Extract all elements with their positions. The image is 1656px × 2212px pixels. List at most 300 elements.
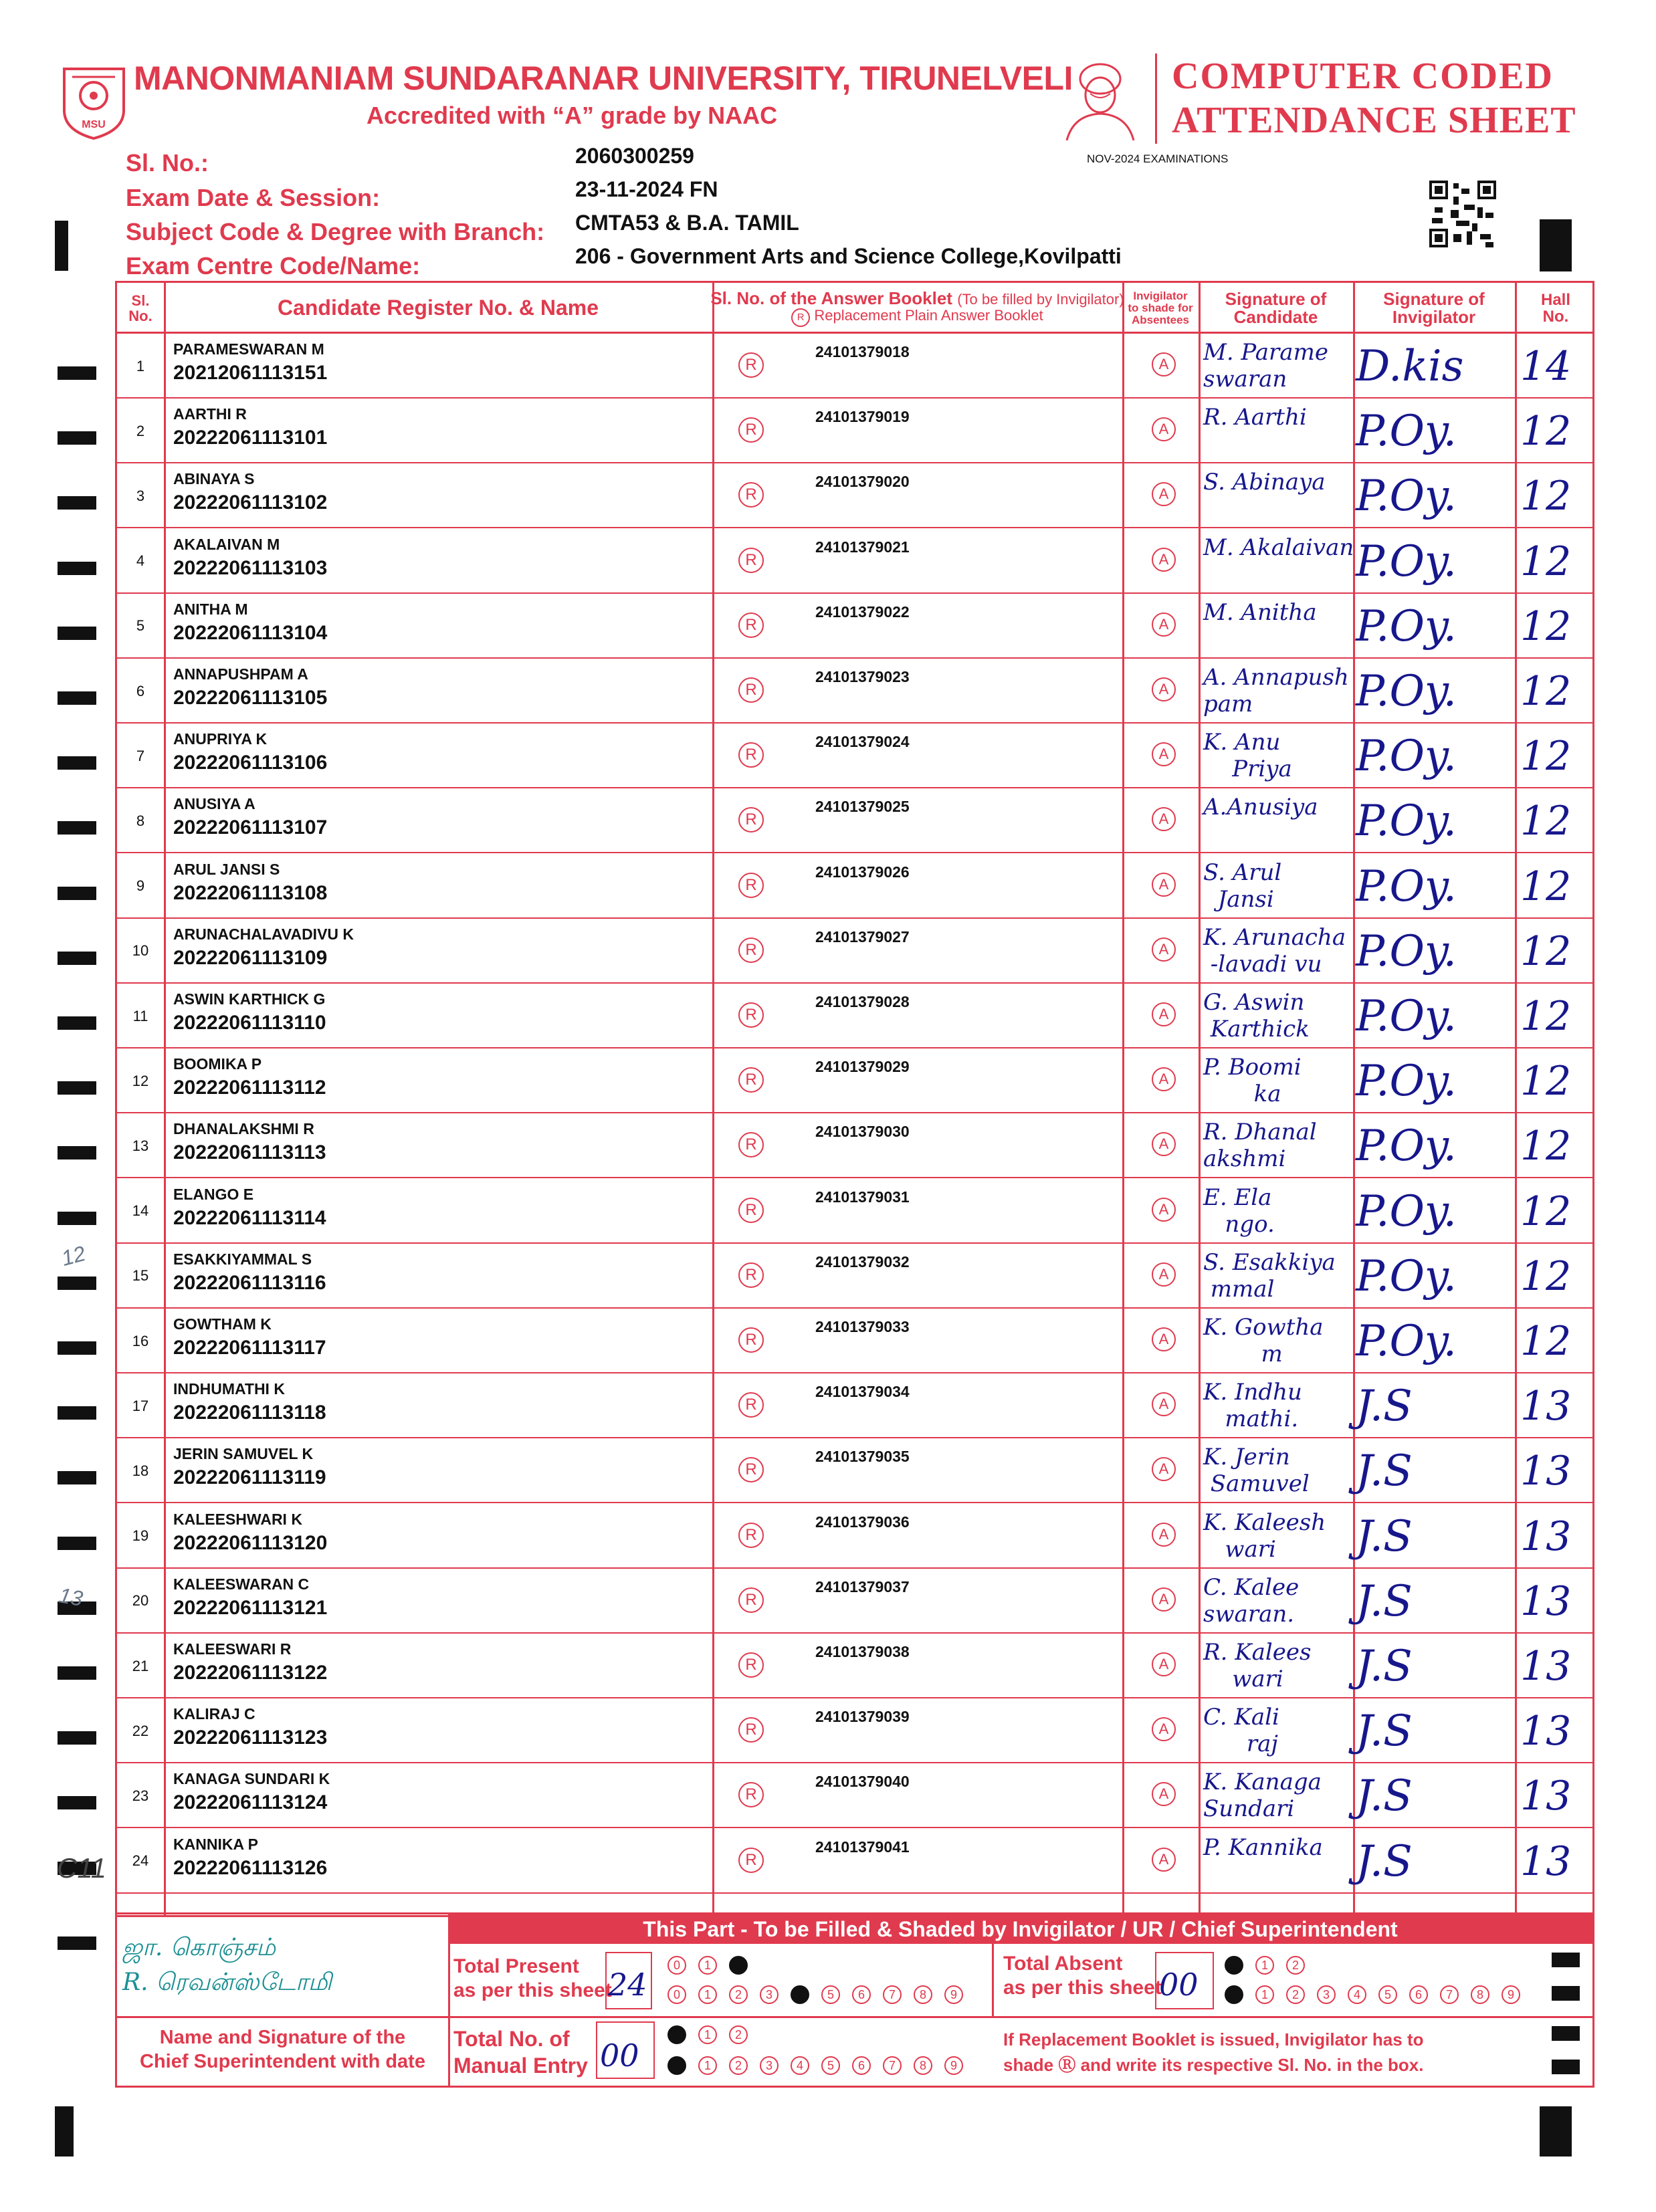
row-sl-no: 20: [132, 1592, 149, 1610]
replacement-bubble[interactable]: R: [738, 1262, 764, 1288]
digit-bubble[interactable]: 9: [1502, 1985, 1520, 2004]
candidate-name: DHANALAKSHMI R: [173, 1120, 314, 1138]
replacement-bubble[interactable]: R: [738, 548, 764, 573]
register-number: 20222061113103: [173, 556, 328, 579]
register-number: 20222061113118: [173, 1402, 326, 1424]
invigilator-signature: P.Oy.: [1356, 732, 1457, 782]
digit-bubble[interactable]: 4: [791, 1985, 809, 2004]
invigilator-section: [115, 1912, 1594, 2088]
sl-no-label: Sl. No.:: [126, 149, 209, 177]
accreditation: Accredited with “A” grade by NAAC: [367, 102, 778, 129]
table-row: [117, 724, 1592, 788]
booklet-number: 24101379018: [815, 343, 910, 360]
timing-mark: [58, 1471, 96, 1484]
header-booklet-main: Sl. No. of the Answer Booklet: [710, 288, 952, 308]
digit-bubble[interactable]: 2: [729, 2056, 748, 2075]
table-row: [117, 1244, 1592, 1309]
row-sl-no: 1: [136, 357, 145, 374]
candidate-signature: P. Boomi ka: [1203, 1054, 1302, 1108]
hall-number: 13: [1520, 1513, 1572, 1560]
booklet-number: 24101379022: [815, 602, 910, 621]
row-sl-no: 2: [136, 422, 145, 439]
candidate-name: KANNIKA P: [173, 1835, 258, 1853]
row-sl-no: 12: [132, 1072, 149, 1089]
digit-bubble[interactable]: 7: [1440, 1985, 1459, 2004]
digit-bubble[interactable]: 0: [667, 1985, 686, 2004]
hall-number: 12: [1520, 1188, 1572, 1235]
table-row: [117, 919, 1592, 984]
hall-number: 13: [1520, 1773, 1572, 1820]
row-sl-no: 4: [136, 552, 145, 570]
digit-bubble[interactable]: 3: [760, 1985, 779, 2004]
invigilator-signature: J.S: [1356, 1511, 1413, 1561]
replacement-bubble[interactable]: R: [738, 1587, 764, 1613]
header-candidate: Candidate Register No. & Name: [277, 296, 599, 320]
digit-bubble[interactable]: 3: [760, 2056, 779, 2075]
hall-number: 13: [1520, 1838, 1572, 1885]
replacement-bubble[interactable]: R: [738, 1782, 764, 1807]
register-number: 20222061113106: [173, 752, 328, 774]
digit-bubble[interactable]: 2: [1286, 1956, 1305, 1975]
digit-bubble[interactable]: 6: [852, 1985, 871, 2004]
absentee-bubble[interactable]: A: [1152, 1782, 1176, 1806]
register-number: 20222061113123: [173, 1727, 328, 1749]
booklet-number: 24101379038: [815, 1643, 910, 1660]
margin-note-c11: C11: [57, 1852, 106, 1884]
timing-mark: [58, 887, 96, 900]
timing-mark: [58, 562, 96, 575]
invigilator-signature: P.Oy.: [1356, 601, 1457, 651]
replacement-bubble[interactable]: R: [738, 1067, 764, 1093]
digit-bubble[interactable]: 5: [821, 1985, 840, 2004]
table-row: [117, 1438, 1592, 1503]
replacement-bubble[interactable]: R: [738, 1652, 764, 1678]
digit-bubble[interactable]: 5: [821, 2056, 840, 2075]
row-sl-no: 21: [132, 1657, 149, 1674]
absentee-bubble[interactable]: A: [1152, 807, 1176, 831]
digit-bubble[interactable]: 0: [667, 2056, 686, 2075]
timing-mark: [1540, 219, 1572, 271]
register-number: 20222061113116: [173, 1271, 326, 1294]
table-row: [117, 1763, 1592, 1828]
replacement-bubble[interactable]: R: [738, 482, 764, 508]
chief-superintendent-signature: ஜா. கொஞ்சம் R. ரெவன்ஸ்டோமி: [122, 1934, 332, 1996]
digit-bubble[interactable]: 0: [1225, 1956, 1243, 1975]
hall-number: 12: [1520, 863, 1572, 910]
register-number: 20222061113120: [173, 1531, 328, 1554]
subject-value: CMTA53 & B.A. TAMIL: [575, 211, 799, 235]
sheet-title-line1: COMPUTER CODED: [1172, 56, 1554, 97]
row-sl-no: 15: [132, 1267, 149, 1285]
booklet-number: 24101379041: [815, 1838, 910, 1856]
digit-bubble[interactable]: 3: [1317, 1985, 1336, 2004]
digit-bubble[interactable]: 1: [1255, 1956, 1274, 1975]
hall-number: 12: [1520, 602, 1572, 650]
replacement-bubble[interactable]: R: [738, 352, 764, 378]
candidate-signature: R. Kalees wari: [1203, 1639, 1312, 1692]
replacement-bubble[interactable]: R: [738, 417, 764, 443]
digit-bubble[interactable]: 8: [914, 2056, 932, 2075]
replacement-bubble[interactable]: R: [738, 1002, 764, 1028]
digit-bubble[interactable]: 5: [1378, 1985, 1397, 2004]
table-row: [117, 854, 1592, 919]
replacement-bubble[interactable]: R: [738, 937, 764, 963]
digit-bubble[interactable]: 1: [698, 1985, 717, 2004]
register-number: 20222061113110: [173, 1012, 326, 1034]
digit-bubble[interactable]: 7: [883, 1985, 902, 2004]
absentee-bubble[interactable]: A: [1152, 677, 1176, 701]
candidate-signature: S. Abinaya: [1203, 469, 1326, 496]
timing-mark: [58, 1937, 96, 1950]
digit-bubble[interactable]: 4: [791, 2056, 809, 2075]
candidate-name: KALEESHWARI K: [173, 1510, 302, 1528]
invigilator-signature: P.Oy.: [1356, 861, 1457, 911]
row-sl-no: 23: [132, 1787, 149, 1804]
candidate-name: INDHUMATHI K: [173, 1380, 285, 1398]
absentee-bubble[interactable]: A: [1152, 417, 1176, 441]
row-sl-no: 18: [132, 1462, 149, 1479]
table-row: [117, 1113, 1592, 1178]
subject-label: Subject Code & Degree with Branch:: [126, 218, 545, 245]
invigilator-signature: J.S: [1356, 1706, 1413, 1757]
digit-bubble[interactable]: 7: [883, 2056, 902, 2075]
table-row: [117, 1569, 1592, 1634]
absentee-bubble[interactable]: A: [1152, 1198, 1176, 1222]
candidate-name: KALEESWARAN C: [173, 1575, 310, 1593]
candidate-name: KALEESWARI R: [173, 1640, 292, 1658]
candidate-signature: K. Kaleesh wari: [1203, 1509, 1326, 1563]
university-logo: [59, 64, 129, 140]
booklet-number: 24101379019: [815, 408, 910, 426]
candidate-name: JERIN SAMUVEL K: [173, 1445, 314, 1463]
table-row: [117, 1829, 1592, 1894]
centre-value: 206 - Government Arts and Science College,Kovilpatti: [575, 244, 1122, 268]
row-sl-no: 19: [132, 1527, 149, 1545]
timing-mark: [58, 1081, 96, 1095]
digit-bubble[interactable]: 6: [1409, 1985, 1428, 2004]
hall-number: 12: [1520, 408, 1572, 455]
manual-entry-value: 00: [600, 2037, 639, 2074]
hall-number: 13: [1520, 1643, 1572, 1690]
qr-code-icon: [1429, 181, 1496, 247]
hall-number: 12: [1520, 1123, 1572, 1170]
row-sl-no: 17: [132, 1397, 149, 1414]
manual-entry-label: Total No. of Manual Entry: [453, 2027, 588, 2078]
absentee-bubble[interactable]: A: [1152, 1523, 1176, 1547]
university-name: MANONMANIAM SUNDARANAR UNIVERSITY, TIRUNELVELI: [134, 60, 1073, 97]
replacement-bubble-icon: R: [791, 308, 810, 327]
candidate-name: KALIRAJ C: [173, 1705, 255, 1723]
candidate-signature: E. Ela ngo.: [1203, 1184, 1275, 1238]
row-sl-no: 11: [132, 1007, 148, 1024]
absentee-bubble[interactable]: A: [1152, 937, 1176, 962]
absentee-bubble[interactable]: A: [1152, 1262, 1176, 1287]
row-sl-no: 3: [136, 487, 145, 504]
invigilator-signature: J.S: [1356, 1642, 1413, 1691]
booklet-number: 24101379034: [815, 1383, 910, 1401]
hall-number: 12: [1520, 1318, 1572, 1365]
booklet-number: 24101379024: [815, 733, 910, 751]
sheet-title-line2: ATTENDANCE SHEET: [1172, 100, 1576, 141]
attendance-table: [115, 281, 1594, 1917]
timing-mark: [58, 496, 96, 510]
table-row: [117, 1309, 1592, 1373]
timing-mark: [58, 431, 96, 445]
digit-bubble[interactable]: 2: [1286, 1985, 1305, 2004]
register-number: 20222061113114: [173, 1206, 326, 1229]
register-number: 20222061113105: [173, 687, 328, 709]
table-row: [117, 529, 1592, 594]
timing-mark: [58, 627, 96, 640]
table-row: [117, 1504, 1592, 1569]
invigilator-signature: P.Oy.: [1356, 926, 1457, 976]
replacement-bubble[interactable]: R: [738, 1132, 764, 1157]
register-number: 20222061113112: [173, 1077, 326, 1099]
replacement-bubble[interactable]: R: [738, 742, 764, 768]
replacement-bubble[interactable]: R: [738, 677, 764, 703]
booklet-number: 24101379035: [815, 1448, 910, 1466]
booklet-number: 24101379040: [815, 1773, 910, 1791]
absentee-bubble[interactable]: A: [1152, 613, 1176, 637]
replacement-bubble[interactable]: R: [738, 1717, 764, 1743]
absentee-bubble[interactable]: A: [1152, 1457, 1176, 1481]
candidate-signature: M. Akalaivan: [1203, 534, 1354, 561]
digit-bubble[interactable]: 1: [698, 2056, 717, 2075]
hall-number: 12: [1520, 798, 1572, 845]
timing-mark: [58, 1016, 96, 1030]
candidate-signature: M. Anitha: [1203, 598, 1317, 626]
absentee-bubble[interactable]: A: [1152, 873, 1176, 897]
replacement-bubble[interactable]: R: [738, 873, 764, 898]
absentee-bubble[interactable]: A: [1152, 1652, 1176, 1676]
absentee-bubble[interactable]: A: [1152, 352, 1176, 376]
logo-text: MSU: [82, 119, 106, 130]
margin-note-13: 13: [57, 1583, 85, 1611]
exam-date-label: Exam Date & Session:: [126, 184, 381, 211]
digit-bubble[interactable]: 1: [698, 1956, 717, 1975]
table-row: [117, 1373, 1592, 1438]
timing-mark: [58, 1146, 96, 1159]
invigilator-signature: P.Oy.: [1356, 407, 1457, 457]
candidate-name: AARTHI R: [173, 405, 247, 423]
candidate-signature: S. Arul Jansi: [1203, 859, 1282, 913]
replacement-note: If Replacement Booklet is issued, Invigilator has to shade Ⓡ and write its respective Sl. No. in the box.: [1003, 2029, 1424, 2075]
register-number: 20222061113122: [173, 1662, 328, 1684]
candidate-name: ESAKKIYAMMAL S: [173, 1250, 312, 1268]
candidate-name: ANUPRIYA K: [173, 730, 268, 748]
register-number: 20222061113113: [173, 1141, 326, 1164]
timing-mark: [58, 1406, 96, 1420]
timing-mark: [55, 221, 68, 271]
absentee-bubble[interactable]: A: [1152, 548, 1176, 572]
digit-bubble[interactable]: 0: [667, 2025, 686, 2044]
booklet-number: 24101379028: [815, 993, 910, 1010]
candidate-signature: K. Indhu mathi.: [1203, 1379, 1302, 1433]
timing-mark: [58, 1277, 96, 1290]
digit-bubble[interactable]: 1: [698, 2025, 717, 2044]
digit-bubble[interactable]: 9: [944, 2056, 963, 2075]
absentee-bubble[interactable]: A: [1152, 1132, 1176, 1156]
digit-bubble[interactable]: 8: [914, 1985, 932, 2004]
absentee-bubble[interactable]: A: [1152, 1067, 1176, 1091]
invigilator-signature: P.Oy.: [1356, 1121, 1457, 1172]
hall-number: 13: [1520, 1383, 1572, 1430]
candidate-name: ELANGO E: [173, 1185, 254, 1203]
booklet-number: 24101379027: [815, 927, 910, 946]
candidate-name: AKALAIVAN M: [173, 535, 280, 553]
absentee-bubble[interactable]: A: [1152, 482, 1176, 506]
absentee-bubble[interactable]: A: [1152, 1002, 1176, 1026]
timing-mark: [58, 1341, 96, 1355]
absentee-bubble[interactable]: A: [1152, 1587, 1176, 1612]
invigilator-signature: P.Oy.: [1356, 1251, 1457, 1301]
timing-mark: [1540, 2106, 1572, 2156]
digit-bubble[interactable]: 0: [667, 1956, 686, 1975]
candidate-name: ARUL JANSI S: [173, 860, 280, 878]
row-sl-no: 8: [136, 812, 145, 829]
booklet-number: 24101379039: [815, 1708, 910, 1726]
hall-number: 12: [1520, 927, 1572, 975]
booklet-number: 24101379023: [815, 668, 910, 685]
replacement-bubble[interactable]: R: [738, 807, 764, 833]
hall-number: 13: [1520, 1448, 1572, 1495]
booklet-number: 24101379032: [815, 1252, 910, 1270]
row-sl-no: 22: [132, 1722, 149, 1739]
digit-bubble[interactable]: 1: [1255, 1985, 1274, 2004]
register-number: 20222061113121: [173, 1596, 328, 1619]
booklet-number: 24101379037: [815, 1577, 910, 1595]
booklet-number: 24101379030: [815, 1123, 910, 1141]
invigilator-signature: P.Oy.: [1356, 471, 1457, 522]
candidate-signature: M. Parame swaran: [1203, 339, 1328, 393]
centre-label: Exam Centre Code/Name:: [126, 252, 421, 280]
booklet-number: 24101379020: [815, 473, 910, 491]
candidate-name: ANUSIYA A: [173, 795, 255, 813]
exam-session-label: NOV-2024 EXAMINATIONS: [1087, 152, 1229, 165]
candidate-name: GOWTHAM K: [173, 1315, 272, 1333]
booklet-number: 24101379029: [815, 1058, 910, 1076]
digit-bubble[interactable]: 6: [852, 2056, 871, 2075]
digit-bubble[interactable]: 9: [944, 1985, 963, 2004]
table-row: [117, 1634, 1592, 1698]
replacement-bubble[interactable]: R: [738, 1327, 764, 1353]
candidate-signature: S. Esakkiya mmal: [1203, 1248, 1336, 1303]
table-row: [117, 1048, 1592, 1113]
absentee-bubble[interactable]: A: [1152, 1848, 1176, 1872]
row-sl-no: 14: [132, 1202, 149, 1220]
absentee-bubble[interactable]: A: [1152, 1717, 1176, 1741]
candidate-signature: A.Anusiya: [1203, 794, 1318, 821]
header-candidate-signature: Signature of Candidate: [1225, 288, 1327, 327]
chief-superintendent-label: Name and Signature of the Chief Superintendent with date: [140, 2027, 425, 2072]
register-number: 20222061113101: [173, 427, 328, 449]
invigilator-section-banner: This Part - To be Filled & Shaded by Invigilator / UR / Chief Superintendent: [448, 1914, 1592, 1944]
timing-mark: [58, 1212, 96, 1225]
candidate-name: ANNAPUSHPAM A: [173, 665, 308, 683]
timing-mark: [58, 756, 96, 770]
timing-mark: [58, 821, 96, 835]
booklet-number: 24101379026: [815, 863, 910, 881]
register-number: 20222061113102: [173, 491, 328, 514]
digit-bubble[interactable]: 8: [1471, 1985, 1489, 2004]
table-row: [117, 659, 1592, 724]
row-sl-no: 16: [132, 1332, 149, 1349]
replacement-bubble[interactable]: R: [738, 1848, 764, 1873]
invigilator-signature: J.S: [1356, 1836, 1413, 1886]
timing-mark: [58, 1666, 96, 1680]
replacement-bubble[interactable]: R: [738, 613, 764, 638]
candidate-signature: K. Anu Priya: [1203, 729, 1292, 783]
invigilator-signature: P.Oy.: [1356, 796, 1457, 847]
invigilator-signature: J.S: [1356, 1381, 1413, 1432]
register-number: 20222061113104: [173, 621, 328, 644]
total-absent-value: 00: [1159, 1967, 1199, 2003]
candidate-signature: K. Gowtha m: [1203, 1314, 1324, 1367]
register-number: 20222061113117: [173, 1337, 326, 1359]
absentee-bubble[interactable]: A: [1152, 1327, 1176, 1351]
replacement-bubble[interactable]: R: [738, 1392, 764, 1418]
register-number: 20222061113109: [173, 946, 328, 969]
candidate-signature: C. Kalee swaran.: [1203, 1573, 1300, 1628]
header-invigilator-signature: Signature of Invigilator: [1383, 288, 1485, 327]
replacement-bubble[interactable]: R: [738, 1523, 764, 1548]
row-sl-no: 24: [132, 1852, 149, 1870]
digit-bubble[interactable]: 2: [729, 1956, 748, 1975]
digit-bubble[interactable]: 0: [1225, 1985, 1243, 2004]
timing-mark: [58, 1796, 96, 1809]
timing-mark: [58, 952, 96, 965]
table-row: [117, 463, 1592, 528]
header-divider: [1155, 53, 1157, 144]
booklet-number: 24101379036: [815, 1513, 910, 1531]
booklet-number: 24101379033: [815, 1318, 910, 1335]
candidate-name: ASWIN KARTHICK G: [173, 990, 326, 1008]
absentee-bubble[interactable]: A: [1152, 742, 1176, 766]
candidate-name: ARUNACHALAVADIVU K: [173, 925, 354, 943]
header-sl-no: Sl. No.: [128, 292, 152, 324]
candidate-signature: P. Kannika: [1203, 1834, 1323, 1861]
replacement-bubble[interactable]: R: [738, 1198, 764, 1223]
founder-portrait: [1060, 53, 1140, 140]
hall-number: 12: [1520, 668, 1572, 715]
hall-number: 12: [1520, 993, 1572, 1040]
row-sl-no: 13: [132, 1137, 149, 1154]
replacement-bubble[interactable]: R: [738, 1457, 764, 1482]
table-row: [117, 594, 1592, 659]
total-present-label: Total Present as per this sheet: [453, 1955, 612, 2001]
candidate-name: ABINAYA S: [173, 470, 255, 488]
timing-mark: [58, 366, 96, 380]
digit-bubble[interactable]: 2: [729, 2025, 748, 2044]
table-row: [117, 1179, 1592, 1244]
digit-bubble[interactable]: 2: [729, 1985, 748, 2004]
digit-bubble[interactable]: 4: [1348, 1985, 1366, 2004]
register-number: 20212061113151: [173, 362, 328, 384]
absentee-bubble[interactable]: A: [1152, 1392, 1176, 1416]
hall-number: 13: [1520, 1708, 1572, 1755]
invigilator-signature: P.Oy.: [1356, 1186, 1457, 1236]
margin-note-12: 12: [58, 1241, 88, 1271]
header-booklet: [712, 283, 1122, 334]
total-absent-label: Total Absent as per this sheet: [1003, 1953, 1162, 1999]
header-booklet-fill: (To be filled by Invigilator): [957, 290, 1124, 308]
exam-date-value: 23-11-2024 FN: [575, 177, 718, 201]
invigilator-signature: P.Oy.: [1356, 536, 1457, 586]
sl-no-value: 2060300259: [575, 144, 694, 168]
hall-number: 12: [1520, 473, 1572, 520]
table-row: [117, 1698, 1592, 1763]
invigilator-signature: P.Oy.: [1356, 1057, 1457, 1107]
